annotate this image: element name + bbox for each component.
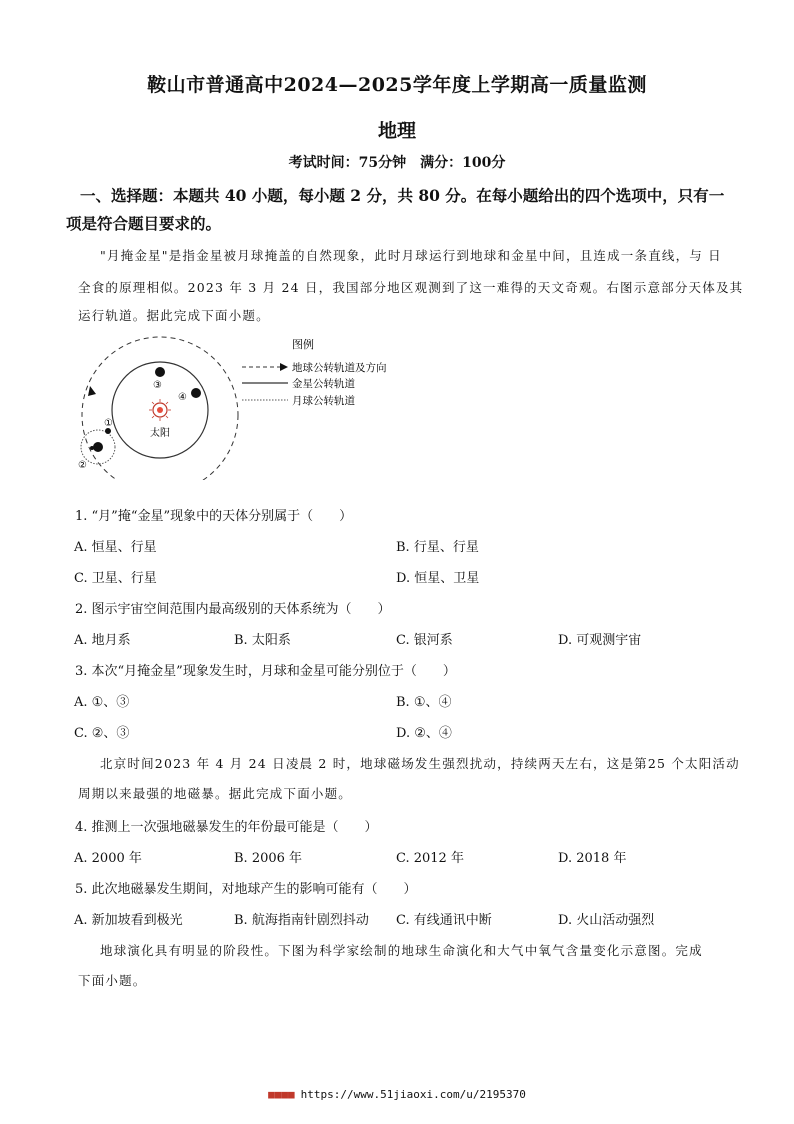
q3-stem: 3. 本次“月掩金星”现象发生时，月球和金星可能分别位于（ ） — [75, 664, 456, 679]
section-heading-line1: 一、选择题：本题共 40 小题，每小题 2 分，共 80 分。在每小题给出的四个选项中，只有一 — [80, 186, 725, 205]
venus-position-3 — [155, 367, 165, 377]
passage1-line3: 运行轨道。据此完成下面小题。 — [78, 308, 270, 323]
q4-option-c: C. 2012 年 — [396, 851, 464, 866]
passage3-line1: 地球演化具有明显的阶段性。下图为科学家绘制的地球生命演化和大气中氧气含量变化示意图。完成 — [100, 943, 703, 958]
q2-option-d: D. 可观测宇宙 — [558, 633, 642, 648]
moon-position-2 — [90, 446, 94, 450]
passage3-line2: 下面小题。 — [78, 973, 147, 988]
marker-3: ③ — [153, 380, 162, 391]
q4-option-a: A. 2000 年 — [74, 851, 142, 866]
legend-arrow-icon — [280, 363, 288, 371]
section-heading-line2: 项是符合题目要求的。 — [66, 214, 222, 233]
q1-option-c: C. 卫星、行星 — [74, 571, 157, 586]
passage1-line1: "月掩金星"是指金星被月球掩盖的自然现象，此时月球运行到地球和金星中间，且连成一条直线，与 日 — [100, 248, 722, 263]
q2-option-b: B. 太阳系 — [234, 633, 291, 648]
q2-stem: 2. 图示宇宙空间范围内最高级别的天体系统为（ ） — [75, 602, 391, 617]
page-title: 鞍山市普通高中2024—2025学年度上学期高一质量监测 — [147, 74, 647, 96]
footer-url[interactable]: https://www.51jiaoxi.com/u/2195370 — [300, 1088, 526, 1101]
q3-option-b: B. ①、④ — [396, 695, 452, 710]
q5-option-a: A. 新加坡看到极光 — [74, 913, 183, 928]
marker-2: ② — [78, 460, 87, 471]
legend-earth-label: 地球公转轨道及方向 — [292, 362, 387, 374]
q2-option-c: C. 银河系 — [396, 633, 453, 648]
q1-stem: 1. “月”掩“金星”现象中的天体分别属于（ ） — [75, 509, 353, 524]
earth — [93, 442, 103, 452]
q5-option-d: D. 火山活动强烈 — [558, 913, 655, 928]
q5-option-c: C. 有线通讯中断 — [396, 913, 492, 928]
q4-option-d: D. 2018 年 — [558, 851, 627, 866]
legend-moon-label: 月球公转轨道 — [292, 395, 355, 407]
passage1-line2: 全食的原理相似。2023 年 3 月 24 日，我国部分地区观测到了这一难得的天文奇观。右图示意部分天体及其 — [78, 280, 744, 295]
q3-option-c: C. ②、③ — [74, 726, 130, 741]
q5-stem: 5. 此次地磁暴发生期间，对地球产生的影响可能有（ ） — [75, 882, 417, 897]
passage2-line2: 周期以来最强的地磁暴。据此完成下面小题。 — [78, 786, 353, 801]
marker-1: ① — [104, 418, 113, 429]
q1-option-a: A. 恒星、行星 — [74, 540, 157, 555]
marker-4: ④ — [178, 392, 187, 403]
q1-option-d: D. 恒星、卫星 — [396, 571, 480, 586]
footer-watermark — [0, 1088, 794, 1101]
exam-info: 考试时间：75分钟 满分：100分 — [288, 155, 506, 171]
passage2-line1: 北京时间2023 年 4 月 24 日凌晨 2 时，地球磁场发生强烈扰动，持续两天左右，这是第25 个太阳活动 — [100, 756, 740, 771]
footer-mark: ■■■■ — [268, 1088, 295, 1101]
q1-option-b: B. 行星、行星 — [396, 540, 479, 555]
q2-option-a: A. 地月系 — [74, 633, 131, 648]
sun-label: 太阳 — [150, 428, 170, 439]
subject-title: 地理 — [377, 120, 416, 142]
q4-stem: 4. 推测上一次强地磁暴发生的年份最可能是（ ） — [75, 820, 378, 835]
orbit-diagram — [70, 330, 410, 480]
q5-option-b: B. 航海指南针剧烈抖动 — [234, 913, 369, 928]
q3-option-a: A. ①、③ — [74, 695, 130, 710]
sun-icon — [149, 399, 171, 421]
q4-option-b: B. 2006 年 — [234, 851, 303, 866]
legend-venus-label: 金星公转轨道 — [292, 378, 355, 390]
venus-position-4 — [191, 388, 201, 398]
earth-direction-arrow — [88, 386, 96, 396]
q3-option-d: D. ②、④ — [396, 726, 452, 741]
legend-title: 图例 — [292, 338, 314, 351]
